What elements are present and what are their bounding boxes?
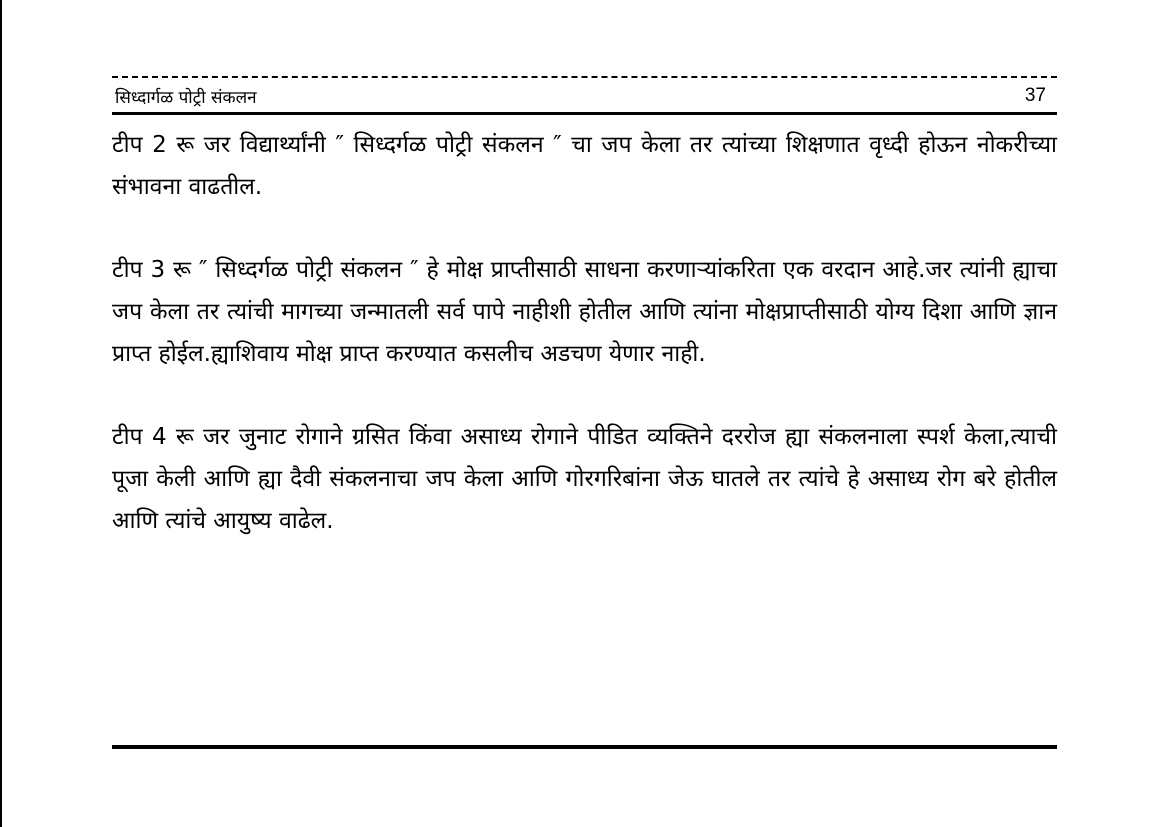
page-left-border <box>0 0 2 827</box>
paragraph-tip-4: टीप 4 रू जर जुनाट रोगाने ग्रसित किंवा असाध्य रोगाने पीडित व्यक्तिने दररोज ह्या संकलनाला स्पर्श केला,त्याची पूजा केली आणि ह्या दैवी संकलनाचा जप केला आणि गोरगरिबांना जेऊ घातले तर त्यांचे हे असाध्य रोग बरे होतील आणि त्यांचे आयुष्य वाढेल. <box>112 424 1057 534</box>
paragraph-tip-3: टीप 3 रू ″ सिध्दर्गळ पोट्री संकलन ″ हे मोक्ष प्राप्तीसाठी साधना करणाऱ्यांकरिता एक वरदान आहे.जर त्यांनी ह्याचा जप केला तर त्यांची मागच्या जन्मातली सर्व पापे नाहीशी होतील आणि त्यांना मोक्षप्राप्तीसाठी योग्य दिशा आणि ज्ञान प्राप्त होईल.ह्याशिवाय मोक्ष प्राप्त करण्यात कसलीच अडचण येणार नाही. <box>112 257 1057 367</box>
body-text <box>112 124 1057 542</box>
header-rule <box>112 112 1057 115</box>
page-number: 37 <box>1024 85 1046 106</box>
running-header-title: सिध्दार्गळ पोट्री संकलन <box>115 88 257 108</box>
header-dashed-rule <box>112 76 1057 78</box>
footer-rule <box>112 745 1057 749</box>
paragraph-tip-2: टीप 2 रू जर विद्यार्थ्यांनी ″ सिध्दर्गळ पोट्री संकलन ″ चा जप केला तर त्यांच्या शिक्षणात वृध्दी होऊन नोकरीच्या संभावना वाढतील. <box>112 132 1057 200</box>
